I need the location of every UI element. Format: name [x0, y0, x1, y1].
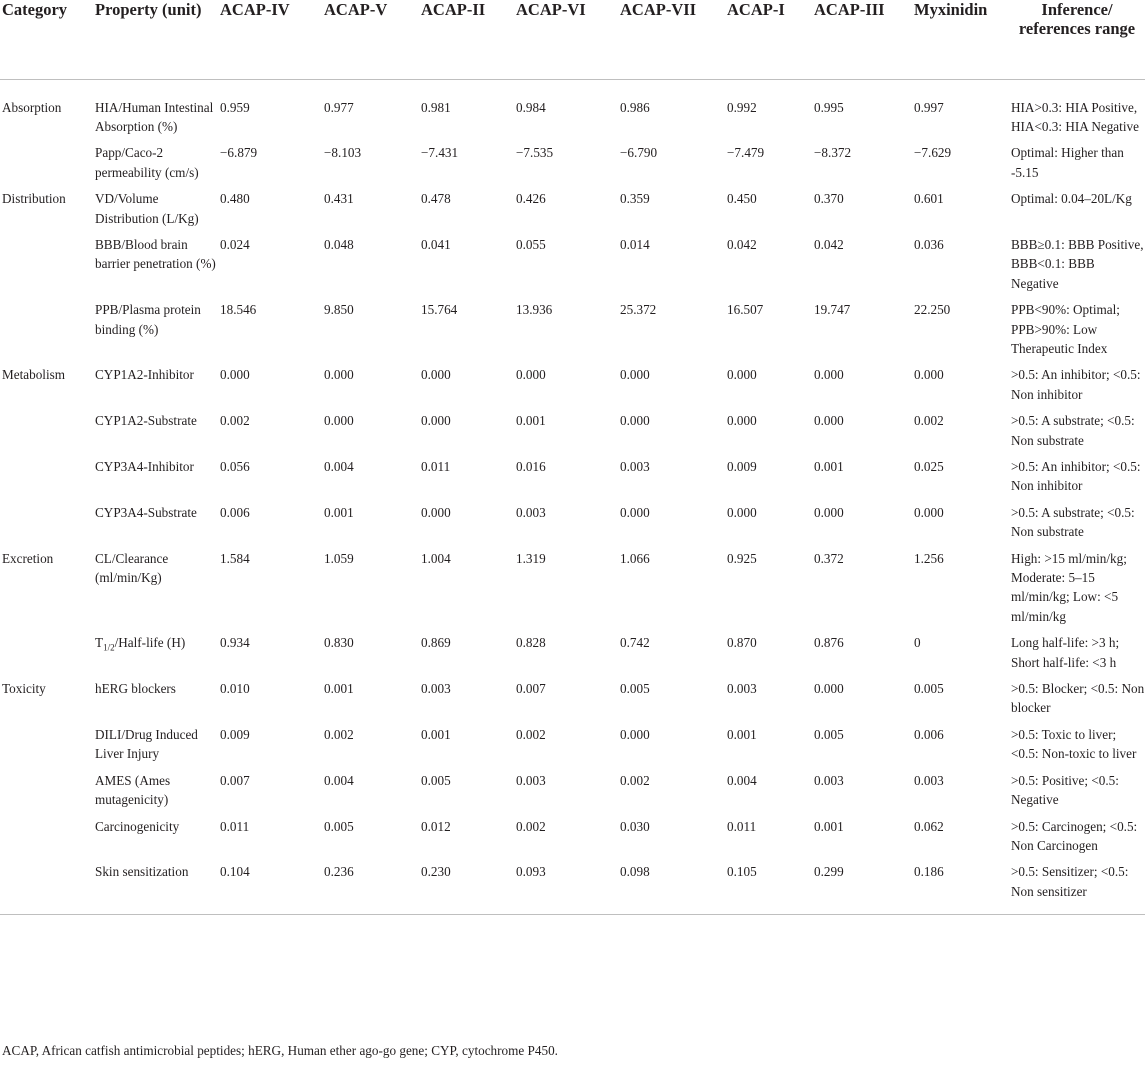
cell-value: 0.003 — [516, 772, 546, 788]
cell-value: 0.042 — [814, 236, 844, 252]
cell-category — [0, 633, 93, 679]
cell-value: 0.000 — [324, 367, 354, 383]
cell-value: 0.014 — [620, 236, 650, 252]
cell-value: 0.002 — [914, 413, 944, 429]
cell-value: 0.000 — [421, 367, 451, 383]
property-prefix: T — [95, 635, 104, 651]
cell-value: 0.105 — [727, 864, 757, 880]
cell-value: 0.236 — [324, 864, 354, 880]
cell-category: Absorption — [2, 99, 62, 115]
cell-value: 0.000 — [814, 504, 844, 520]
cell-value: −7.535 — [516, 145, 554, 161]
cell-value: 0.000 — [516, 367, 546, 383]
cell-value: 0.003 — [814, 772, 844, 788]
cell-value: 0.601 — [914, 191, 944, 207]
cell-value: 0.000 — [727, 367, 757, 383]
cell-reference: >0.5: Positive; <0.5: Negative — [1011, 772, 1119, 808]
cell-value: 0.230 — [421, 864, 451, 880]
cell-property: BBB/Blood brain barrier penetration (%) — [95, 236, 216, 272]
cell-property: HIA/Human Intestinal Absorption (%) — [95, 99, 214, 134]
cell-value: 0.001 — [324, 681, 354, 697]
cell-value: 0.981 — [421, 99, 451, 115]
cell-value: 0.006 — [914, 726, 944, 742]
cell-value: 0.011 — [727, 818, 757, 834]
cell-reference: >0.5: Blocker; <0.5: Non blocker — [1011, 681, 1145, 716]
cell-category — [0, 771, 93, 817]
cell-value: 0.005 — [914, 681, 944, 697]
cell-value: 0.426 — [516, 191, 546, 207]
cell-value: 0.042 — [727, 236, 757, 252]
cell-value: 0.925 — [727, 550, 757, 566]
cell-value: 0.186 — [914, 864, 944, 880]
header-compound: ACAP-V — [324, 0, 388, 19]
cell-value: 0.001 — [814, 818, 844, 834]
cell-value: 0.002 — [220, 413, 250, 429]
cell-property: hERG blockers — [95, 681, 176, 697]
cell-reference: >0.5: Toxic to liver; <0.5: Non-toxic to liver — [1011, 726, 1137, 762]
cell-value: 0.934 — [220, 635, 250, 651]
cell-value: 19.747 — [814, 302, 851, 318]
cell-reference: >0.5: An inhibitor; <0.5: Non inhibitor — [1011, 367, 1141, 402]
cell-category: Excretion — [2, 550, 54, 566]
header-compound: ACAP-VII — [620, 0, 697, 19]
cell-value: 1.066 — [620, 550, 650, 566]
cell-property: Carcinogenicity — [95, 818, 180, 834]
cell-value: 1.059 — [324, 550, 354, 566]
cell-reference: >0.5: A substrate; <0.5: Non substrate — [1011, 504, 1135, 540]
cell-value: 0.003 — [620, 459, 650, 474]
cell-value: −6.879 — [220, 145, 258, 161]
cell-value: 0.000 — [421, 413, 451, 429]
table-header-row — [0, 0, 1145, 79]
cell-value: 0.001 — [727, 726, 757, 742]
cell-value: 0.370 — [814, 191, 844, 207]
header-compound: ACAP-I — [727, 0, 785, 19]
cell-value: 1.004 — [421, 550, 451, 566]
cell-property: CYP3A4-Substrate — [95, 504, 197, 520]
cell-value: 0.000 — [324, 413, 354, 429]
cell-reference: >0.5: Sensitizer; <0.5: Non sensitizer — [1011, 864, 1129, 899]
cell-value: 0.056 — [220, 459, 250, 474]
cell-value: 0.003 — [914, 772, 944, 788]
cell-value: 0.009 — [727, 459, 757, 474]
table-row — [0, 503, 1145, 549]
cell-value: 0.450 — [727, 191, 757, 207]
cell-category — [0, 143, 93, 189]
cell-value: 0.299 — [814, 864, 844, 880]
cell-value: 0.005 — [814, 726, 844, 742]
cell-category — [0, 725, 93, 771]
cell-value: 0.012 — [421, 818, 451, 834]
table-row — [0, 457, 1145, 503]
cell-reference: HIA>0.3: HIA Positive, HIA<0.3: HIA Negative — [1011, 99, 1139, 134]
cell-value: 0.002 — [516, 818, 546, 834]
table-body — [0, 79, 1145, 915]
cell-value: 0.830 — [324, 635, 354, 651]
cell-value: 0.000 — [620, 726, 650, 742]
table-row — [0, 771, 1145, 817]
cell-value: 0.010 — [220, 681, 250, 697]
cell-category: Toxicity — [2, 681, 46, 697]
cell-value: 0.011 — [421, 459, 451, 474]
cell-value: 0.001 — [516, 413, 546, 429]
cell-value: 0.025 — [914, 459, 944, 474]
cell-category — [0, 411, 93, 457]
cell-value: 0.005 — [620, 681, 650, 697]
cell-value: 0.000 — [421, 504, 451, 520]
table-row — [0, 725, 1145, 771]
cell-value: 0.003 — [516, 504, 546, 520]
cell-value: 0.478 — [421, 191, 451, 207]
table-row — [0, 862, 1145, 914]
cell-value: 0.992 — [727, 99, 757, 115]
cell-value: 9.850 — [324, 302, 354, 318]
cell-category — [0, 300, 93, 365]
cell-value: 0.977 — [324, 99, 354, 115]
cell-value: 0.007 — [220, 772, 250, 788]
cell-value: 0.041 — [421, 236, 451, 252]
table-row — [0, 549, 1145, 634]
cell-value: −7.479 — [727, 145, 765, 161]
cell-value: 0.876 — [814, 635, 844, 651]
cell-value: 13.936 — [516, 302, 553, 318]
cell-value: 0.997 — [914, 99, 944, 115]
cell-value: 0.003 — [727, 681, 757, 697]
cell-value: 0.011 — [220, 818, 250, 834]
cell-value: 0.048 — [324, 236, 354, 252]
cell-category: Distribution — [2, 191, 66, 207]
table-row — [0, 189, 1145, 235]
cell-value: 0.024 — [220, 236, 250, 252]
table-row — [0, 817, 1145, 863]
table-row — [0, 679, 1145, 725]
header-compound: ACAP-VI — [516, 0, 586, 19]
header-reference: Inference/ references range — [1018, 0, 1136, 38]
cell-value: 0.093 — [516, 864, 546, 880]
cell-property: DILI/Drug Induced Liver Injury — [95, 726, 198, 762]
cell-value: 0.480 — [220, 191, 250, 207]
table-row — [0, 143, 1145, 189]
cell-reference: BBB≥0.1: BBB Positive, BBB<0.1: BBB Negative — [1011, 236, 1144, 291]
cell-value: 0.000 — [914, 504, 944, 520]
cell-value: 22.250 — [914, 302, 951, 318]
cell-value: 0.000 — [620, 367, 650, 383]
cell-reference: Long half-life: >3 h; Short half-life: <3 h — [1011, 635, 1120, 670]
cell-value: 0.000 — [814, 413, 844, 429]
cell-value: 0.742 — [620, 635, 650, 651]
table-row — [0, 411, 1145, 457]
cell-value: 0.062 — [914, 818, 944, 834]
cell-value: 0.431 — [324, 191, 354, 207]
cell-value: 0.870 — [727, 635, 757, 651]
header-compound: ACAP-III — [814, 0, 885, 19]
cell-property: CYP1A2-Substrate — [95, 413, 197, 429]
cell-category — [0, 457, 93, 503]
cell-value: −8.103 — [324, 145, 362, 161]
header-property: Property (unit) — [95, 0, 202, 19]
cell-property: CYP1A2-Inhibitor — [95, 367, 194, 383]
cell-property: VD/Volume Distribution (L/Kg) — [95, 191, 199, 226]
cell-value: 0.001 — [421, 726, 451, 742]
cell-value: 0.000 — [727, 413, 757, 429]
cell-value: −8.372 — [814, 145, 852, 161]
property-subscript: 1/2 — [103, 642, 115, 653]
cell-value: 0.002 — [516, 726, 546, 742]
cell-value: −7.629 — [914, 145, 952, 161]
cell-property: CYP3A4-Inhibitor — [95, 459, 194, 474]
cell-category: Metabolism — [2, 367, 66, 383]
cell-value: −7.431 — [421, 145, 459, 161]
cell-reference: Optimal: Higher than -5.15 — [1011, 145, 1124, 180]
header-compound: ACAP-II — [421, 0, 486, 19]
table-row — [0, 79, 1145, 143]
cell-value: 0.006 — [220, 504, 250, 520]
cell-value: 0.002 — [324, 726, 354, 742]
cell-value: 0.828 — [516, 635, 546, 651]
cell-property — [93, 633, 218, 679]
cell-reference: PPB<90%: Optimal; PPB>90%: Low Therapeutic Index — [1011, 302, 1120, 356]
cell-value: 0.005 — [324, 818, 354, 834]
cell-value: 0.959 — [220, 99, 250, 115]
cell-value: 0.001 — [814, 459, 844, 474]
cell-value: 0.001 — [324, 504, 354, 520]
cell-value: 1.319 — [516, 550, 546, 566]
cell-value: 0.030 — [620, 818, 650, 834]
cell-property: PPB/Plasma protein binding (%) — [95, 302, 201, 337]
cell-value: 0.359 — [620, 191, 650, 207]
cell-value: 15.764 — [421, 302, 458, 318]
property-suffix: /Half-life (H) — [114, 635, 186, 651]
cell-value: 1.584 — [220, 550, 250, 566]
cell-value: 0.869 — [421, 635, 451, 651]
cell-property: CL/Clearance (ml/min/Kg) — [95, 550, 169, 586]
cell-category — [0, 862, 93, 914]
cell-value: 0.000 — [814, 367, 844, 383]
cell-value: 0.003 — [421, 681, 451, 697]
cell-reference: >0.5: A substrate; <0.5: Non substrate — [1011, 413, 1135, 448]
cell-value: 0.372 — [814, 550, 844, 566]
cell-category — [0, 817, 93, 863]
cell-value: 0.995 — [814, 99, 844, 115]
cell-value: 0.004 — [324, 772, 354, 788]
cell-value: 0.055 — [516, 236, 546, 252]
table-row — [0, 235, 1145, 300]
cell-value: 0.004 — [324, 459, 354, 474]
cell-reference: High: >15 ml/min/kg; Moderate: 5–15 ml/min/kg; Low: <5 ml/min/kg — [1011, 550, 1127, 624]
cell-value: 0 — [914, 635, 921, 651]
cell-value: 0.000 — [220, 367, 250, 383]
cell-value: 0.004 — [727, 772, 757, 788]
cell-value: 0.036 — [914, 236, 944, 252]
cell-value: 0.984 — [516, 99, 546, 115]
cell-value: 0.000 — [727, 504, 757, 520]
cell-value: 0.007 — [516, 681, 546, 697]
cell-value: 0.000 — [914, 367, 944, 383]
table-row — [0, 633, 1145, 679]
cell-value: 0.098 — [620, 864, 650, 880]
cell-property: Papp/Caco-2 permeability (cm/s) — [95, 145, 199, 180]
cell-property: AMES (Ames mutagenicity) — [95, 772, 171, 808]
cell-value: −6.790 — [620, 145, 658, 161]
cell-reference: >0.5: An inhibitor; <0.5: Non inhibitor — [1011, 459, 1141, 494]
cell-value: 0.000 — [620, 413, 650, 429]
header-category: Category — [2, 0, 68, 19]
cell-property: Skin sensitization — [95, 864, 189, 880]
cell-value: 1.256 — [914, 550, 944, 566]
cell-value: 0.986 — [620, 99, 650, 115]
cell-value: 0.104 — [220, 864, 250, 880]
cell-reference: Optimal: 0.04–20L/Kg — [1011, 191, 1132, 207]
cell-value: 0.000 — [814, 681, 844, 697]
cell-category — [0, 235, 93, 300]
cell-value: 0.016 — [516, 459, 546, 474]
cell-value: 18.546 — [220, 302, 257, 318]
cell-value: 0.005 — [421, 772, 451, 788]
table-footnote: ACAP, African catfish antimicrobial peptides; hERG, Human ether ago-go gene; CYP, cytochrome P450. — [2, 1043, 558, 1058]
header-compound: ACAP-IV — [220, 0, 290, 19]
header-compound: Myxinidin — [914, 0, 988, 19]
cell-category — [0, 503, 93, 549]
table-row — [0, 365, 1145, 411]
cell-value: 16.507 — [727, 302, 764, 318]
cell-value: 25.372 — [620, 302, 657, 318]
cell-reference: >0.5: Carcinogen; <0.5: Non Carcinogen — [1011, 818, 1138, 853]
cell-value: 0.009 — [220, 726, 250, 742]
cell-value: 0.002 — [620, 772, 650, 788]
table-row — [0, 300, 1145, 365]
cell-value: 0.000 — [620, 504, 650, 520]
